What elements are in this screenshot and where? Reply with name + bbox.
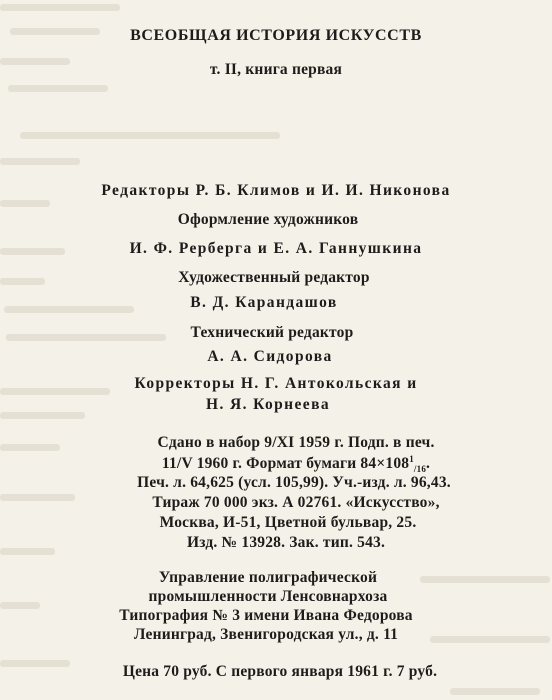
printer-line-1: Управление полиграфической bbox=[158, 569, 378, 586]
volume-line: т. II, книга первая bbox=[209, 61, 343, 78]
price-line: Цена 70 руб. С первого января 1961 г. 7 руб. bbox=[122, 663, 438, 680]
design-names: И. Ф. Рерберга и Е. А. Ганнушкина bbox=[129, 240, 423, 257]
imprint-line-5: Москва, И-51, Цветной бульвар, 25. bbox=[159, 514, 417, 531]
imprint-line-2-text: 11/V 1960 г. Формат бумаги 84×108 bbox=[161, 455, 410, 472]
imprint-line-2-sup: 1 bbox=[409, 453, 414, 464]
imprint-line-1: Сдано в набор 9/XI 1959 г. Подп. в печ. bbox=[157, 434, 435, 451]
printer-line-2: промышленности Ленсовнархоза bbox=[148, 588, 388, 605]
printer-line-4: Ленинград, Звенигородская ул., д. 11 bbox=[133, 626, 399, 643]
proofreaders-line-1: Корректоры Н. Г. Антокольская и bbox=[134, 375, 418, 392]
tech-editor-name: А. А. Сидорова bbox=[207, 348, 333, 365]
printer-line-3: Типография № 3 имени Ивана Федорова bbox=[119, 607, 413, 624]
design-label: Оформление художников bbox=[177, 211, 359, 228]
imprint-line-2-end: . bbox=[426, 455, 431, 472]
art-editor-name: В. Д. Карандашов bbox=[190, 294, 338, 311]
imprint-line-6: Изд. № 13928. Зак. тип. 543. bbox=[186, 534, 386, 551]
imprint-line-2 bbox=[20, 454, 552, 474]
imprint-line-3: Печ. л. 64,625 (усл. 105,99). Уч.-изд. л. 96,43. bbox=[137, 474, 451, 491]
imprint-line-4: Тираж 70 000 экз. А 02761. «Искусство», bbox=[152, 494, 440, 511]
tech-editor-label: Технический редактор bbox=[190, 324, 354, 341]
book-title: ВСЕОБЩАЯ ИСТОРИЯ ИСКУССТВ bbox=[130, 27, 422, 44]
imprint-line-2-sub: /16 bbox=[413, 464, 427, 475]
art-editor-label: Художественный редактор bbox=[178, 269, 370, 286]
proofreaders-line-2: Н. Я. Корнеева bbox=[206, 396, 330, 413]
editors-line: Редакторы Р. Б. Климов и И. И. Никонова bbox=[101, 182, 451, 199]
